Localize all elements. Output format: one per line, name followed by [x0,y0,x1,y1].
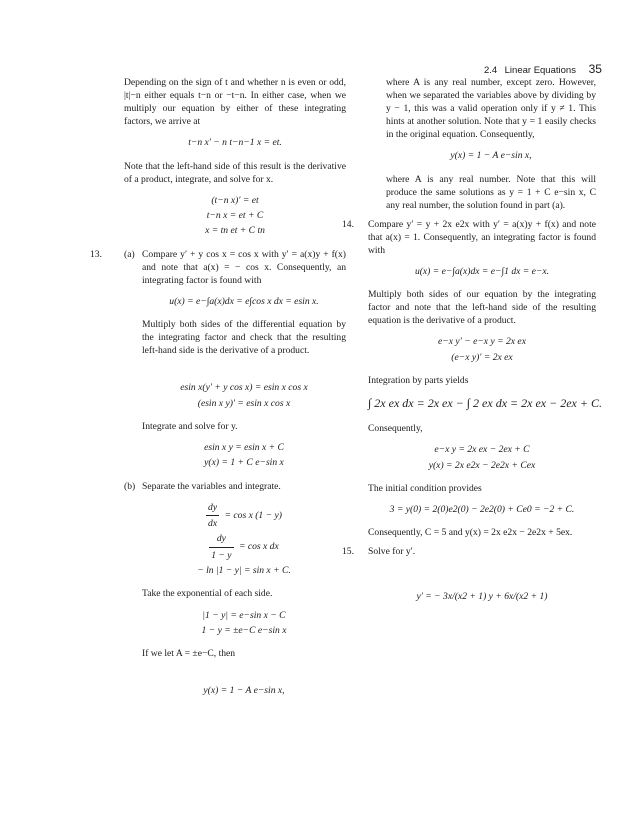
problem-15-text: Solve for y′. [368,546,416,558]
equation-line: 3 = y(0) = 2(0)e2(0) − 2e2(0) + Ce0 = −2 + C. [389,504,575,516]
problem-number: 15. [342,546,354,558]
running-header [484,62,602,76]
left-column [90,76,346,708]
fraction-denominator: dx [208,518,218,530]
equation-block-exponential [142,608,346,639]
continued-text-2: where A is any real number. Note that this will produce the same solutions as y = 1 + C e−sin x, C any real number, the solution found in part (a). [386,173,596,211]
equation-line: u(x) = e−∫a(x)dx = e∫cos x dx = esin x. [169,295,319,307]
equation-line: y(x) = 1 − A e−sin x, [203,685,285,697]
equation-line [142,500,346,532]
part-b-text-2: Take the exponential of each side. [142,588,273,600]
part-a-text-2: Multiply both sides of the differential equation by the integrating factor and check that the resulting left-hand side is the derivative of a product. [142,319,346,357]
fraction-numerator: dy [209,531,233,547]
equation-block-product [142,380,346,411]
problem-number: 13. [90,248,102,260]
part-label: (b) [124,480,136,492]
section-number: 2.4 [484,65,498,76]
equation-block-solve-x [124,193,346,239]
section-title: Linear Equations [504,65,576,76]
spacer [368,564,596,582]
fraction [209,531,233,563]
equation-initial-condition [368,502,596,517]
equation-line: (e−x y)′ = 2x ex [451,351,513,363]
equation-block-product [368,334,596,365]
equation-line: y′ = − 3x/(x2 + 1) y + 6x/(x2 + 1) [416,591,548,603]
spacer [142,363,346,373]
problem-13-part-a [124,248,346,471]
problem-14-text-3: Integration by parts yields [368,375,469,387]
right-column [342,76,602,614]
equation-line: y(x) = 2x e2x − 2e2x + Cex [428,459,536,471]
equation-line: e−x y = 2x ex − 2ex + C [434,444,530,456]
equation-line: 1 − y = ±e−C e−sin x [201,624,287,636]
equation-line: esin x(y′ + y cos x) = esin x cos x [180,382,308,394]
problem-13-continued [368,76,596,212]
equation-line: y(x) = 1 − A e−sin x, [450,150,532,162]
equation-general-solution [142,683,346,698]
spacer [142,666,346,676]
fraction-numerator: dy [206,500,219,516]
equation-line: u(x) = e−∫a(x)dx = e−∫1 dx = e−x. [414,265,550,277]
equation-line: ∫ 2x ex dx = 2x ex − ∫ 2 ex dx = 2x ex − 2ex + C. [368,396,602,411]
equation-line: esin x y = esin x + C [204,442,284,454]
page-number: 35 [588,62,602,76]
derivative-note: Note that the left-hand side of this result is the derivative of a product, integrate, and solve for x. [124,160,346,185]
continued-text: where A is any real number, except zero. However, when we separated the variables above by dividing by y − 1, this was a valid operation only if y ≠ 1. This hints at another solution. Note that y = 1 easily checks in the original equation. Consequently, [386,77,596,141]
equation-block-solve-y [142,440,346,471]
equation-line: |1 − y| = e−sin x − C [202,609,286,621]
equation-line: (esin x y)′ = esin x cos x [197,397,291,409]
equation-solve-y-prime [368,589,596,604]
equation-line: y(x) = 1 + C e−sin x [204,457,284,469]
fraction-denominator: 1 − y [211,549,232,561]
equation-solution [386,148,596,163]
part-b-text-3: If we let A = ±e−C, then [142,648,236,660]
fraction [206,500,219,532]
part-a-text-3: Integrate and solve for y. [142,420,238,432]
equation-block-separate [142,500,346,579]
equation-integrating-factor [142,294,346,309]
intro-paragraph: Depending on the sign of t and whether n is even or odd, |t|−n either equals t−n or −t−n. In either case, when we multiply our equation by either of these integrating factors, we arrive at [124,77,346,128]
equation-block-consequence [368,442,596,473]
problem-14-text-4: Consequently, [368,423,423,435]
equation-line: x = tn et + C tn [205,225,265,237]
problem-13-part-b [124,480,346,699]
problem-number: 14. [342,218,354,230]
part-label: (a) [124,248,135,260]
equation-integrating-factor [368,264,596,279]
equation-integration-by-parts [368,394,602,413]
equation-rhs: = cos x (1 − y) [224,509,282,521]
equation-rhs: = cos x dx [238,541,279,553]
problem-13 [90,248,346,699]
problem-14-text-5: The initial condition provides [368,483,482,494]
equation-integrating-result [124,135,346,150]
problem-15 [342,545,596,604]
problem-14-text-2: Multiply both sides of our equation by the integrating factor and note that the left-hand side of the resulting equation is the derivative of a product. [368,289,596,327]
problem-14-text: Compare y′ = y + 2x e2x with y′ = a(x)y + f(x) and note that a(x) = 1. Consequently, an integrating factor is found with [368,218,596,256]
equation-line: t−n x′ − n t−n−1 x = et. [188,137,282,149]
problem-14 [342,218,602,540]
equation-line: − ln |1 − y| = sin x + C. [197,565,291,577]
problem-14-text-6: Consequently, C = 5 and y(x) = 2x e2x − 2e2x + 5ex. [368,527,573,539]
part-b-text: Separate the variables and integrate. [142,480,281,492]
equation-line: t−n x = et + C [206,209,264,221]
part-a-text: Compare y′ + y cos x = cos x with y′ = a(x)y + f(x) and note that a(x) = − cos x. Consequently, an integrating factor is found with [142,248,346,286]
equation-line: (t−n x)′ = et [211,194,259,206]
equation-line [142,531,346,563]
equation-line: e−x y′ − e−x y = 2x ex [438,336,526,348]
